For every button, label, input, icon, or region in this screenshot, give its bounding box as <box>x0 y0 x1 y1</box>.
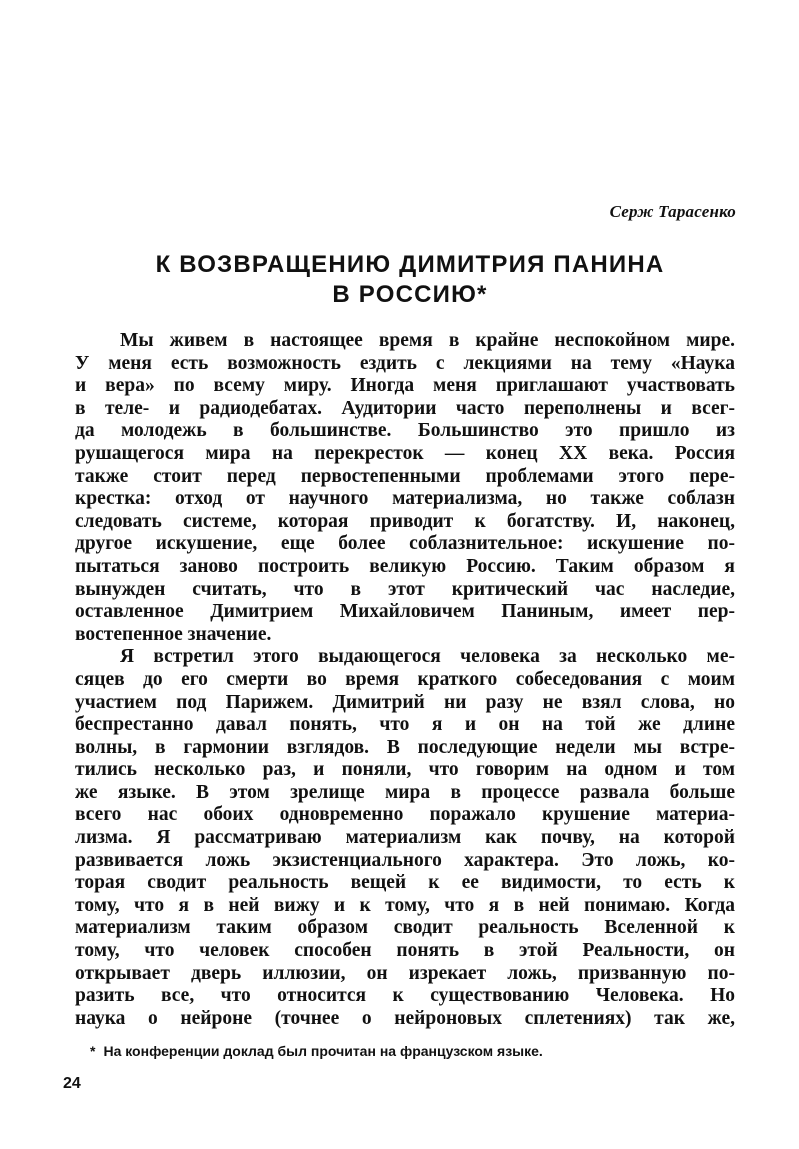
footnote-text: На конференции доклад был прочитан на французском языке. <box>103 1043 543 1059</box>
body-line: всего нас обоих одновременно поражало крушение материа- <box>75 804 735 826</box>
article-body <box>75 330 735 1030</box>
body-line: лизма. Я рассматриваю материализм как почву, на которой <box>75 827 735 849</box>
body-line: крестка: отход от научного материализма, но также соблазн <box>75 488 735 510</box>
body-line: Мы живем в настоящее время в крайне неспокойном мире. <box>120 330 735 351</box>
body-line: вынужден считать, что в этот критический час наследие, <box>75 578 735 600</box>
body-line: развивается ложь экзистенциального характера. Это ложь, ко- <box>75 849 735 871</box>
body-line: также стоит перед первостепенными проблемами этого пере- <box>75 465 735 487</box>
page-number: 24 <box>63 1075 81 1092</box>
body-line: в теле- и радиодебатах. Аудитории часто переполнены и всег- <box>75 397 735 419</box>
body-line: участием под Парижем. Димитрий ни разу не взял слова, но <box>75 691 735 713</box>
body-line: же языке. В этом зрелище мира в процессе развала больше <box>75 781 735 803</box>
body-line: волны, в гармонии взглядов. В последующие недели мы встре- <box>75 736 735 758</box>
body-line: тому, что я в ней вижу и к тому, что я в ней понимаю. Когда <box>75 894 735 916</box>
body-line: наука о нейроне (точнее о нейроновых сплетениях) так же, <box>75 1007 735 1029</box>
body-line: разить все, что относится к существованию Человека. Но <box>75 985 735 1007</box>
body-line: беспрестанно давал понять, что я и он на той же длине <box>75 714 735 736</box>
body-line: открывает дверь иллюзии, он изрекает ложь, призванную по- <box>75 962 735 984</box>
body-line: материализм таким образом сводит реальность Вселенной к <box>75 917 735 939</box>
body-line: пытаться заново построить великую Россию. Таким образом я <box>75 555 735 577</box>
body-line: торая сводит реальность вещей к ее видимости, то есть к <box>75 872 735 894</box>
article-title <box>60 250 760 310</box>
body-line: сяцев до его смерти во время краткого собеседования с моим <box>75 668 735 690</box>
body-line: и вера» по всему миру. Иногда меня приглашают участвовать <box>75 375 735 397</box>
body-line: тились несколько раз, и поняли, что говорим на одном и том <box>75 759 735 781</box>
author-name: Серж Тарасенко <box>609 202 736 221</box>
body-line: тому, что человек способен понять в этой Реальности, он <box>75 940 735 962</box>
body-line: востепенное значение. <box>75 623 272 645</box>
body-line: У меня есть возможность ездить с лекциями на тему «Наука <box>75 352 735 374</box>
body-line: рушащегося мира на перекресток — конец XX века. Россия <box>75 442 735 464</box>
body-line: другое искушение, еще более соблазнительное: искушение по- <box>75 533 735 555</box>
footnote-mark: * <box>90 1043 96 1059</box>
footnote <box>90 1043 543 1059</box>
body-line: да молодежь в большинстве. Большинство это пришло из <box>75 420 735 442</box>
title-line-2: В РОССИЮ* <box>332 281 488 308</box>
body-line: следовать системе, которая приводит к богатству. И, наконец, <box>75 510 735 532</box>
title-line-1: К ВОЗВРАЩЕНИЮ ДИМИТРИЯ ПАНИНА <box>155 251 665 278</box>
body-line: Я встретил этого выдающегося человека за несколько ме- <box>120 646 735 668</box>
body-line: оставленное Димитрием Михайловичем Паниным, имеет пер- <box>75 601 735 623</box>
